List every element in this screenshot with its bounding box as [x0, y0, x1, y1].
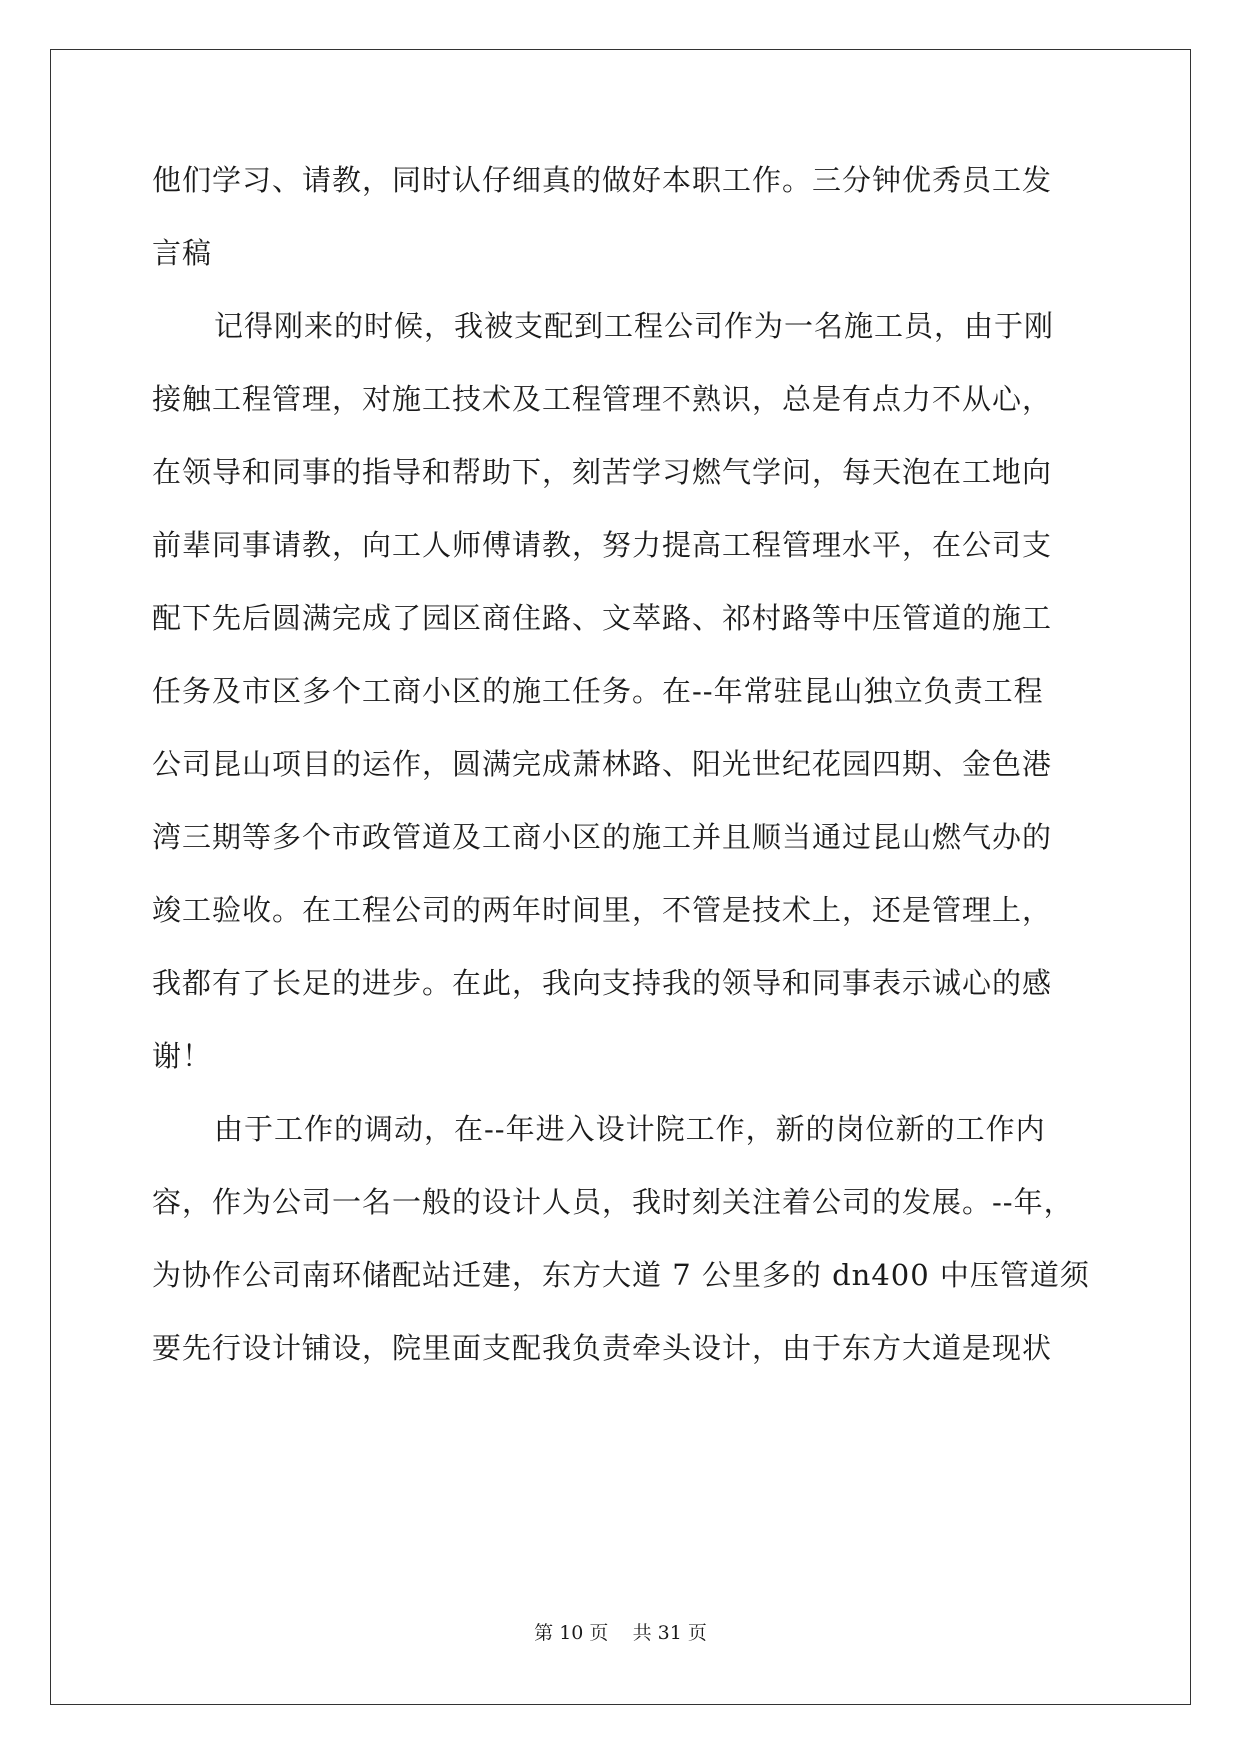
- text-line: 记得刚来的时候，我被支配到工程公司作为一名施工员，由于刚: [214, 309, 1055, 343]
- page-border: [50, 49, 1191, 1705]
- text-line: 他们学习、请教，同时认仔细真的做好本职工作。三分钟优秀员工发: [152, 163, 1053, 197]
- text-line: 竣工验收。在工程公司的两年时间里，不管是技术上，还是管理上，: [152, 893, 1053, 927]
- text-line: 谢！: [152, 1039, 213, 1073]
- page-number-label: 第 10 页 共 31 页: [534, 1622, 707, 1644]
- text-line: 我都有了长足的进步。在此，我向支持我的领导和同事表示诚心的感: [152, 966, 1053, 1000]
- text-line: 由于工作的调动，在--年进入设计院工作，新的岗位新的工作内: [214, 1112, 1046, 1146]
- text-line: 在领导和同事的指导和帮助下，刻苦学习燃气学问，每天泡在工地向: [152, 455, 1053, 489]
- text-line: 要先行设计铺设，院里面支配我负责牵头设计，由于东方大道是现状: [152, 1331, 1053, 1365]
- page-footer: [0, 1618, 1241, 1645]
- text-line: 容，作为公司一名一般的设计人员，我时刻关注着公司的发展。--年，: [152, 1185, 1074, 1219]
- text-line: 前辈同事请教，向工人师傅请教，努力提高工程管理水平，在公司支: [152, 528, 1053, 562]
- text-line: 湾三期等多个市政管道及工商小区的施工并且顺当通过昆山燃气办的: [152, 820, 1053, 854]
- text-line: 为协作公司南环储配站迁建，东方大道 7 公里多的 dn400 中压管道须: [152, 1258, 1090, 1292]
- text-line: 配下先后圆满完成了园区商住路、文萃路、祁村路等中压管道的施工: [152, 601, 1053, 635]
- text-line: 公司昆山项目的运作，圆满完成萧林路、阳光世纪花园四期、金色港: [152, 747, 1053, 781]
- text-line: 任务及市区多个工商小区的施工任务。在--年常驻昆山独立负责工程: [152, 674, 1044, 708]
- text-line: 接触工程管理，对施工技术及工程管理不熟识，总是有点力不从心，: [152, 382, 1053, 416]
- text-line: 言稿: [152, 236, 213, 270]
